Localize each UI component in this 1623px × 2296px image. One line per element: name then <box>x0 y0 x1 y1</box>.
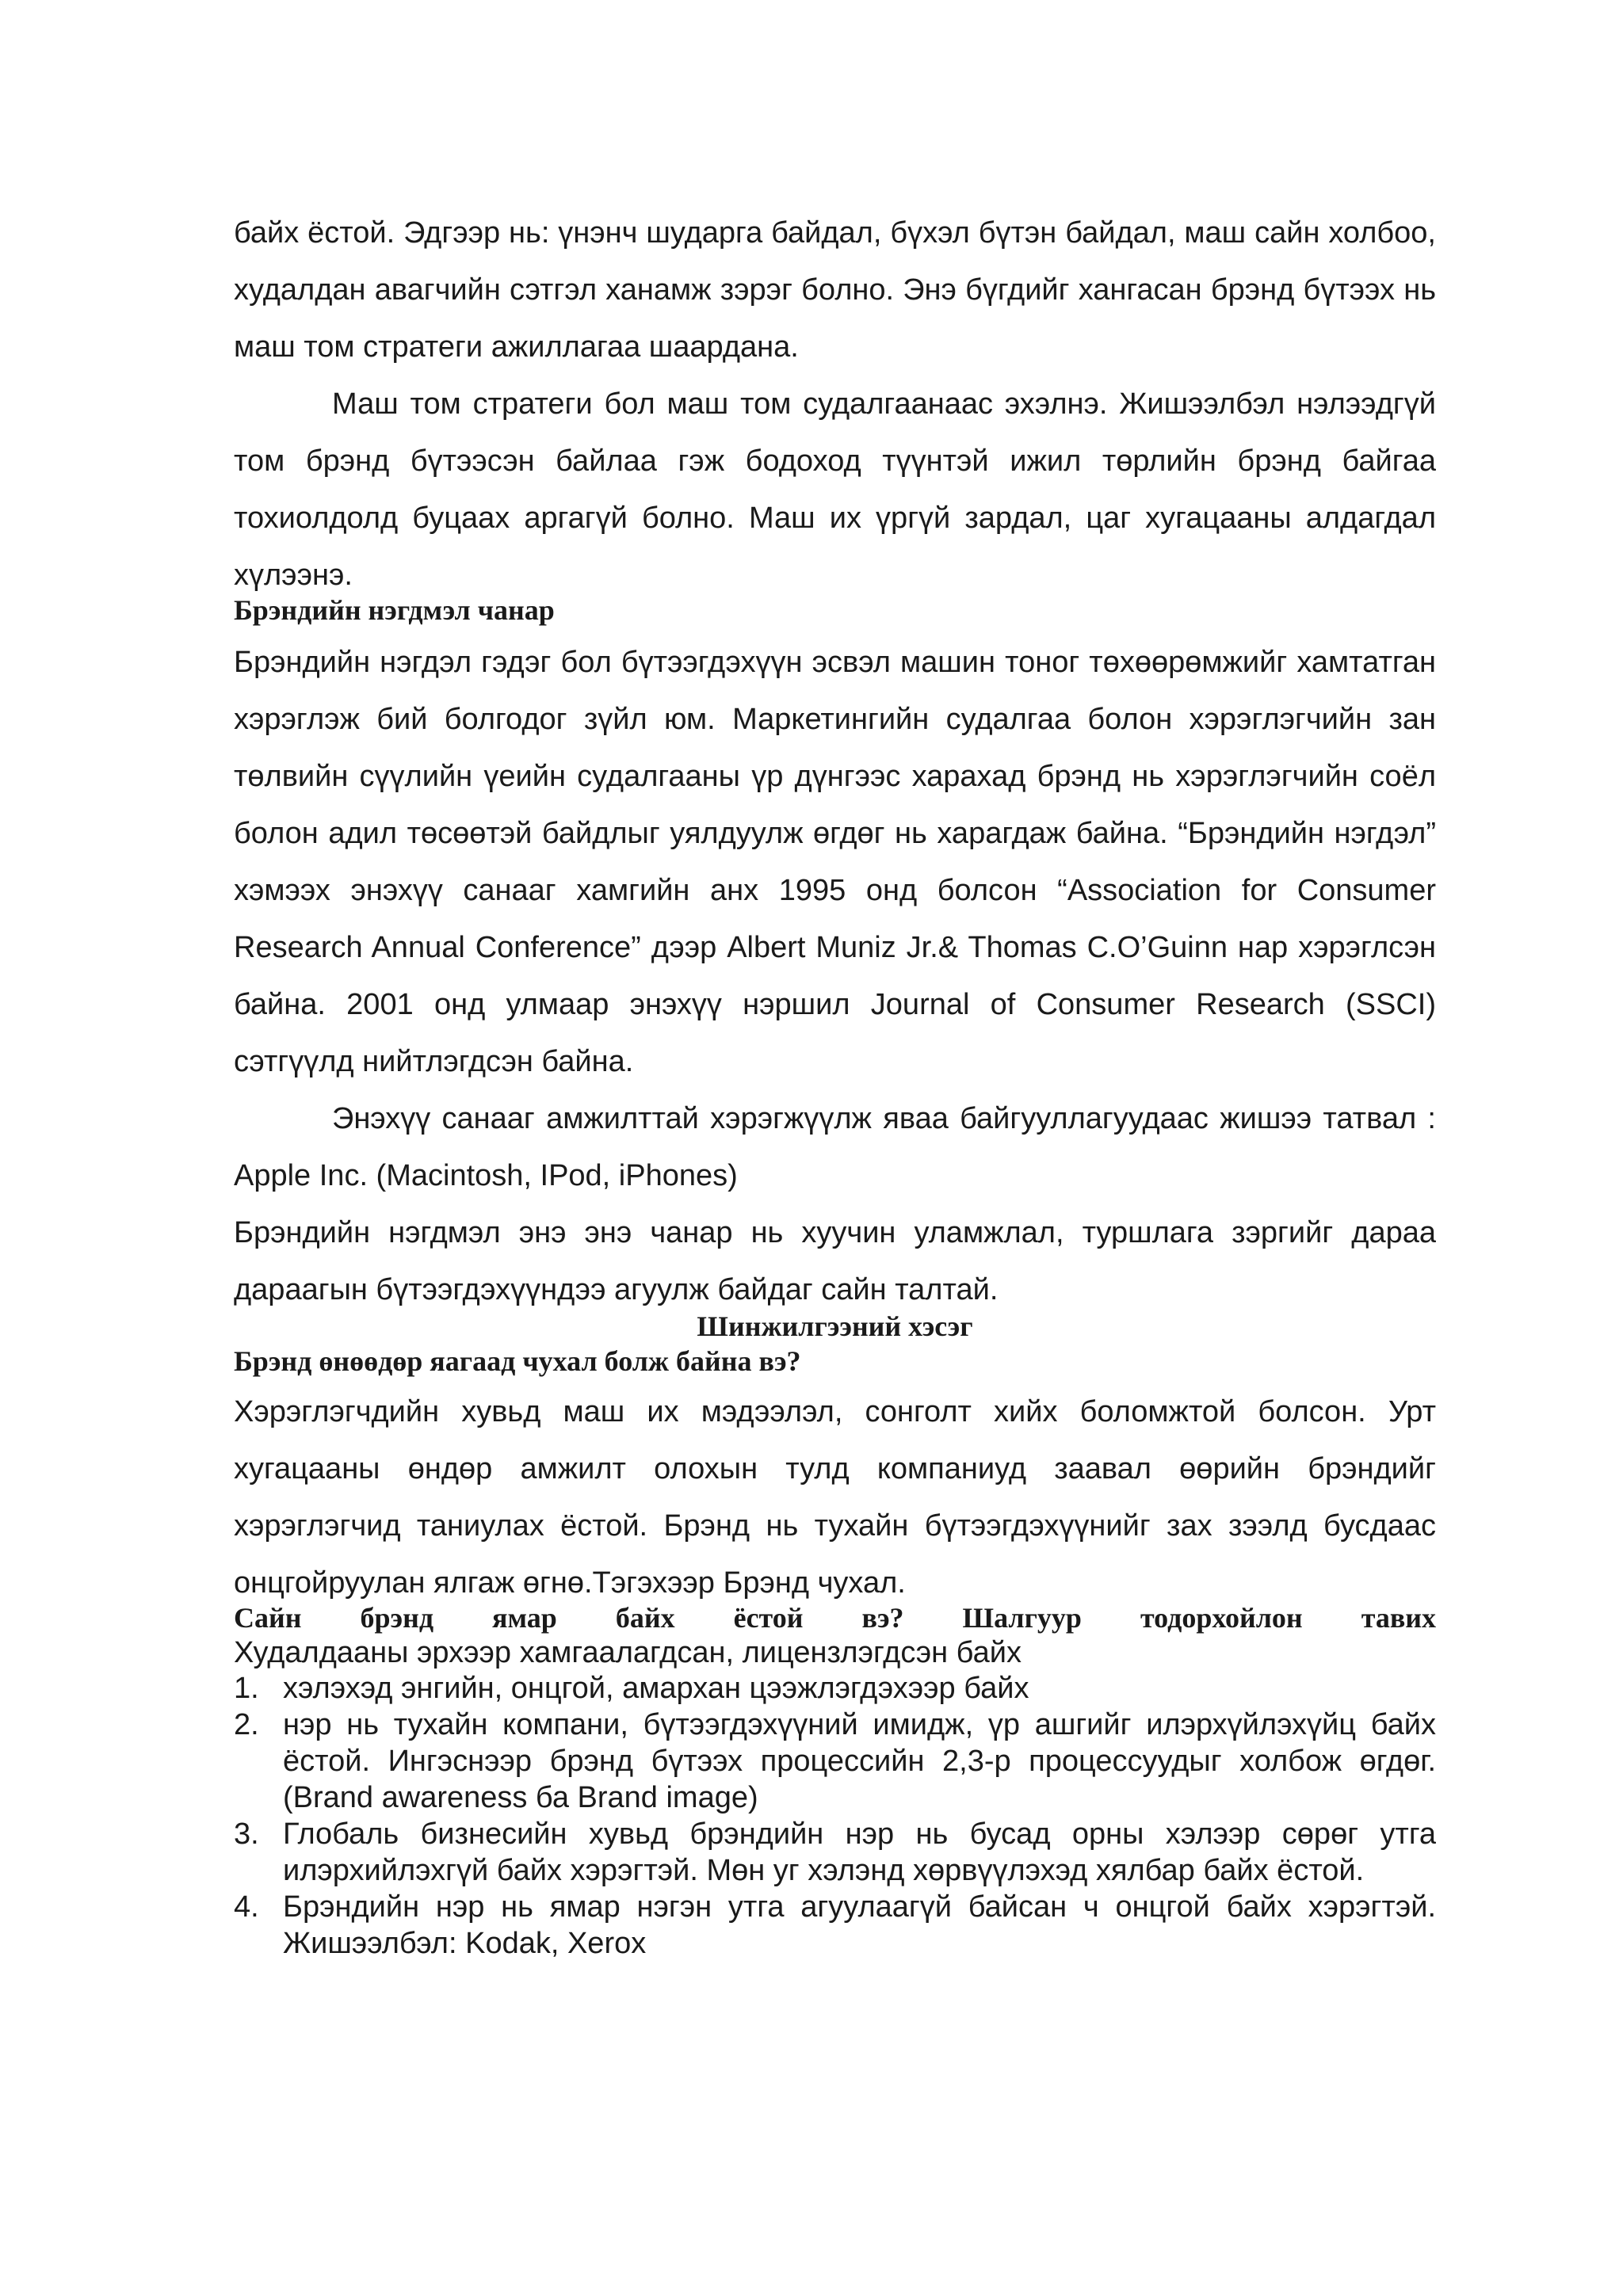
list-item-text: нэр нь тухайн компани, бүтээгдэхүүний имидж, үр ашгийг илэрхүйлэхүйц байх ёстой. Ингэснээр брэнд бүтээх процессийн 2,3-р процессуудыг холбож өгдөг. (Brand awareness ба Brand image) <box>283 1708 1436 1814</box>
list-number: 4. <box>234 1890 259 1924</box>
paragraph-brand-unity-example: Энэхүү санааг амжилттай хэрэгжүүлж яваа байгууллагуудаас жишээ татвал : Apple Inc. (Macintosh, IPod, iPhones) <box>234 1102 1436 1192</box>
criteria-intro: Худалдааны эрхээр хамгаалагдсан, лицензлэгдсэн байх <box>234 1636 1022 1669</box>
list-item <box>234 1707 1436 1816</box>
paragraph-intro-continued: байх ёстой. Эдгээр нь: үнэнч шударга байдал, бүхэл бүтэн байдал, маш сайн холбоо, худалдан авагчийн сэтгэл ханамж зэрэг болно. Энэ бүгдийг хангасан брэнд бүтээх нь маш том стратеги ажиллагаа шаардана. <box>234 216 1436 364</box>
list-item <box>234 1670 1436 1707</box>
list-number: 2. <box>234 1708 259 1741</box>
list-item-text: Глобаль бизнесийн хувьд брэндийн нэр нь бусад орны хэлээр сөрөг утга илэрхийлэхгүй байх хэрэгтэй. Мөн уг хэлэнд хөрвүүлэхэд хялбар байх ёстой. <box>283 1817 1436 1887</box>
list-number: 1. <box>234 1672 259 1705</box>
heading-why-brand-matters: Брэнд өнөөдөр яагаад чухал болж байна вэ? <box>234 1345 801 1377</box>
heading-analysis-section: Шинжилгээний хэсэг <box>697 1310 973 1342</box>
list-item-text: Брэндийн нэр нь ямар нэгэн утга агуулаагүй байсан ч онцгой байх хэрэгтэй. Жишээлбэл: Kodak, Xerox <box>283 1890 1436 1960</box>
paragraph-brand-unity-definition: Брэндийн нэгдэл гэдэг бол бүтээгдэхүүн эсвэл машин тоног төхөөрөмжийг хамтатган хэрэглэж бий болгодог зүйл юм. Маркетингийн судалгаа болон хэрэглэгчийн зан төлвийн сүүлийн үеийн судалгааны үр дүнгээс харахад брэнд нь хэрэглэгчийн соёл болон адил төсөөтэй байдлыг уялдуулж өгдөг нь харагдаж байна. “Брэндийн нэгдэл” хэмээх энэхүү санааг хамгийн анх 1995 онд болсон “Association for Consumer Research Annual Conference” дээр Albert Muniz Jr.& Thomas C.O’Guinn нар хэрэглсэн байна. 2001 онд улмаар энэхүү нэршил Journal of Consumer Research (SSCI) сэтгүүлд нийтлэгдсэн байна. <box>234 646 1436 1078</box>
list-item <box>234 1816 1436 1889</box>
heading-brand-unity: Брэндийн нэгдмэл чанар <box>234 594 555 626</box>
document-body <box>234 204 1436 1962</box>
paragraph-why-brand-matters: Хэрэглэгчдийн хувьд маш их мэдээлэл, сонголт хийх боломжтой болсон. Урт хугацааны өндөр амжилт олохын тулд компаниуд заавал өөрийн брэндийг хэрэглэгчид таниулах ёстой. Брэнд нь тухайн бүтээгдэхүүнийг зах зээлд бусдаас онцгойруулан ялгаж өгнө.Тэгэхээр Брэнд чухал. <box>234 1395 1436 1600</box>
heading-good-brand-criteria: Сайн брэнд ямар байх ёстой вэ? Шалгуур тодорхойлон тавих <box>234 1602 1436 1634</box>
paragraph-brand-unity-benefit: Брэндийн нэгдмэл энэ энэ чанар нь хуучин уламжлал, туршлага зэргийг дараа дараагын бүтээгдэхүүндээ агуулж байдаг сайн талтай. <box>234 1216 1436 1306</box>
criteria-list <box>234 1670 1436 1962</box>
list-item <box>234 1889 1436 1962</box>
paragraph-strategy: Маш том стратеги бол маш том судалгаанаас эхэлнэ. Жишээлбэл нэлээдгүй том брэнд бүтээсэн байлаа гэж бодоход түүнтэй ижил төрлийн брэнд байгаа тохиолдолд буцаах аргагүй болно. Маш их үргүй зардал, цаг хугацааны алдагдал хүлээнэ. <box>234 387 1436 592</box>
list-number: 3. <box>234 1817 259 1851</box>
list-item-text: хэлэхэд энгийн, онцгой, амархан цээжлэгдэхээр байх <box>283 1672 1029 1705</box>
